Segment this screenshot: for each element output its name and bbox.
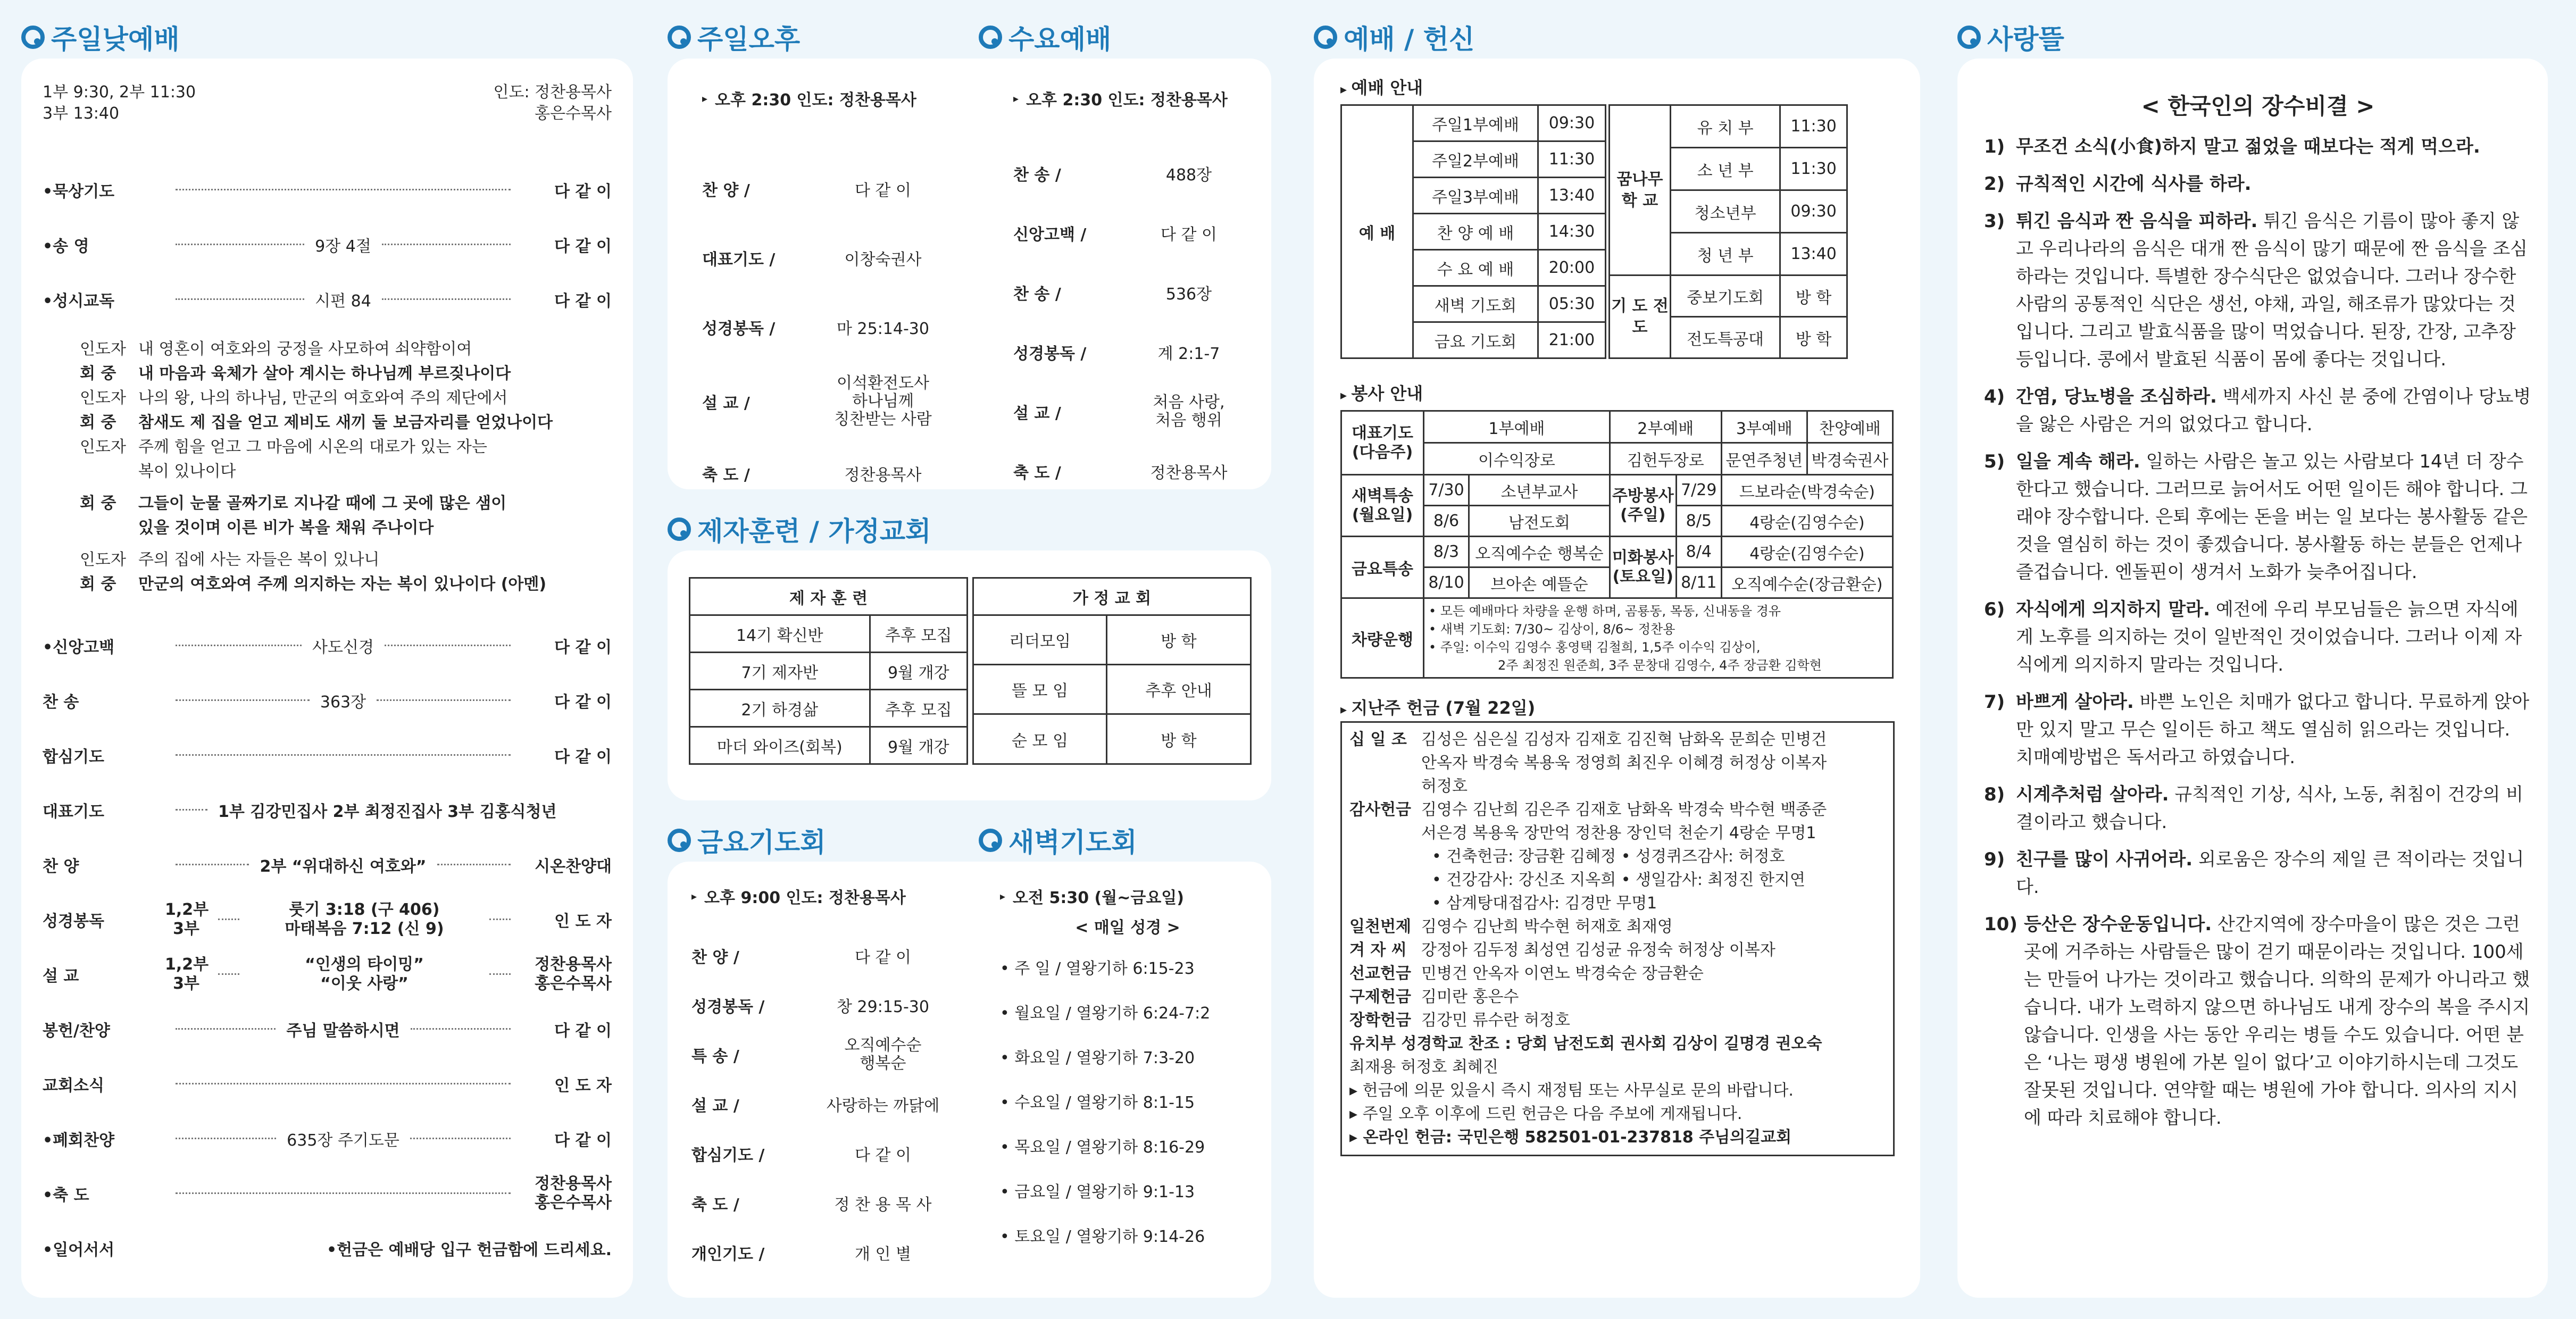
table-row: 기 도 전 도 중보기도회 방 학 xyxy=(1610,276,1847,317)
time-row: 3부 13:40 홍은수목사 xyxy=(43,104,612,123)
list-item: • 월요일 / 열왕기하 6:24-7:2 xyxy=(1000,1004,1211,1023)
order-row: •축 도 정찬용목사 홍은수목사 xyxy=(43,1174,612,1212)
sunday-pm-header: ▸ 오후 2:30 인도: 정찬용목사 xyxy=(702,91,916,110)
table-row: 새벽특송 (월요일) 7/30 소년부교사 주방봉사 (주일) 7/29 드보라순(박경숙순) xyxy=(1341,475,1893,506)
list-item: • 수요일 / 열왕기하 8:1-15 xyxy=(1000,1093,1195,1112)
table-row: 7기 제자반 9월 개강 xyxy=(690,653,968,690)
list-item: 6) 자식에게 의지하지 말라. 예전에 우리 부모님들은 늙으면 자식에게 노후를 의지하는 것이 일반적인 것이었습니다. 그러나 이제 자식에게 의지하지 말라는 것입니다. xyxy=(1984,599,2522,675)
list-item: 9) 친구를 많이 사귀어라. 외로움은 장수의 제일 큰 적이라는 것입니다. xyxy=(1984,849,2524,898)
school-table xyxy=(1608,104,1848,359)
order-row: •묵상기도 다 같 이 xyxy=(43,182,612,201)
service-table xyxy=(1340,410,1894,679)
list-item: • 목요일 / 열왕기하 8:16-29 xyxy=(1000,1138,1205,1157)
table-row: 14기 확신반 추후 모집 xyxy=(690,615,968,653)
wednesday-order xyxy=(1013,85,1258,501)
order-row: 설 교 1,2부 3부 “인생의 타이밍” “이웃 사랑” 정찬용목사 홍은수목사 xyxy=(43,955,612,993)
litany-line: 회 중 참새도 제 집을 얻고 제비도 새끼 둘 보금자리를 얻었나이다 xyxy=(80,413,553,432)
list-item: 5) 일을 계속 해라. 일하는 사람은 놀고 있는 사람보다 14년 더 장수한다고 했습니다. 그러므로 늙어서도 어떤 일이든 해야 합니다. 그래야 장수합니다. 은퇴 후에는 돈을 버는 일 보다는 봉사활동 같은 것을 열심히 하는 것이 좋겠습니다. 봉사활동 하는 분들은 언제나 즐겁습니다. 엔돌핀이 생겨서 노화가 늦추어집니다. xyxy=(1984,451,2528,583)
table-row: 금요 기도회 21:00 xyxy=(1341,322,1606,358)
table-row: 꿈나무 학 교 유 치 부 11:30 xyxy=(1610,105,1847,148)
order-row: 대표기도 1부 김강민집사 2부 최정진집사 3부 김홍식청년 xyxy=(43,802,557,821)
litany-line: 있을 것이며 이른 비가 복을 채워 주나이다 xyxy=(138,519,434,537)
wed-row: 신앙고백 / 다 같 이 xyxy=(1013,226,1217,244)
list-item: • 주 일 / 열왕기하 6:15-23 xyxy=(1000,959,1195,978)
table-row: 차량운행 • 모든 예배마다 차량을 운행 하며, 곰룡동, 목동, 신내동을 경유 • 새벽 기도회: 7/30~ 김상이, 8/6~ 정찬용 • 주일: 이수익 김영수 홍영택 김철희, 1,5주 이수익 김상이, 2주 최정진 원준희, 3주 문창대 김영수, 4주 장금환 김학현 xyxy=(1341,598,1893,678)
wed-row: 설 교 / 처음 사랑, 처음 행위 xyxy=(1013,393,1225,430)
litany-line: 인도자 주께 힘을 얻고 그 마음에 시온의 대로가 있는 자는 xyxy=(80,438,487,456)
table-row: 순 모 임 방 학 xyxy=(973,714,1251,764)
table-row: 이수익장로 김헌두장로 문연주청년 박경숙권사 xyxy=(1341,443,1893,475)
order-row: 성경봉독 1,2부 3부 룻기 3:18 (구 406) 마태복음 7:12 (신 9) 인 도 자 xyxy=(43,900,612,938)
list-item: 10) 등산은 장수운동입니다. 산간지역에 장수마을이 많은 것은 그런 곳에 거주하는 사람들은 많이 걷기 때문이라는 것입니다. 100세는 만들어 나가는 것이라고 했습니다. 의학의 문제가 아니라고 했습니다. 내가 노력하지 않으면 하나님도 내게 장수의 복을 주시지 않습니다. 인생을 사는 동안 우리는 병들 수도 있습니다. 어떤 분은 ‘나는 평생 병원에 가본 일이 없다’고 이야기하시는데 그것도 잘못된 것입니다. 연약할 때는 병원에 가야 합니다. 의사의 지시에 따라 치료해야 합니다. xyxy=(1984,914,2530,1129)
dawn-header: ▸ 오전 5:30 (월~금요일) xyxy=(1000,889,1184,907)
table-row: 청소년부 09:30 xyxy=(1610,190,1847,233)
pm-row: 설 교 / 이석환전도사 하나님께 칭찬받는 사람 xyxy=(702,374,932,429)
order-row: •성시교독 시편 84 다 같 이 xyxy=(43,291,612,311)
swirl-icon xyxy=(668,26,691,49)
longevity-article xyxy=(1984,80,2532,1141)
table-row: 새벽 기도회 05:30 xyxy=(1341,286,1606,322)
table-row: 뜰 모 임 추후 안내 xyxy=(973,665,1251,714)
pm-row: 축 도 / 정찬용목사 xyxy=(702,466,922,485)
pm-row: 찬 양 / 다 같 이 xyxy=(702,181,911,200)
wed-row: 성경봉독 / 계 2:1-7 xyxy=(1013,345,1220,363)
litany-line: 회 중 내 마음과 육체가 살아 계시는 하나님께 부르짖나이다 xyxy=(80,364,511,383)
offering-row: 십 일 조 김성은 심은실 김성자 김재호 김진혁 남화옥 문희순 민병건 안옥자 박경숙 복용욱 정영희 최진우 이혜경 허정상 이복자 허정호 xyxy=(1349,730,1827,796)
list-item: 1) 무조건 소식(小食)하지 말고 젊었을 때보다는 적게 먹으라. xyxy=(1984,136,2480,157)
friday-row: 성경봉독 / 창 29:15-30 xyxy=(691,997,929,1016)
friday-row: 개인기도 / 개 인 별 xyxy=(691,1245,911,1264)
table-row: 소 년 부 11:30 xyxy=(1610,148,1847,190)
swirl-icon xyxy=(979,26,1002,49)
heading-worship: 예배 / 헌신 xyxy=(1314,16,1474,59)
order-row: •신앙고백 사도신경 다 같 이 xyxy=(43,638,612,657)
friday-order xyxy=(691,883,968,1277)
heading-sunday-pm: 주일오후 xyxy=(668,16,800,59)
time-row: 1부 9:30, 2부 11:30 인도: 정찬용목사 xyxy=(43,83,612,102)
offering-box: 십 일 조 김성은 심은실 김성자 김재호 김진혁 남화옥 문희순 민병건 안옥자 박경숙 복용욱 정영희 최진우 이혜경 허정상 이복자 허정호 감사헌금 김영수 김난희 김은주 김재호 남화옥 박경숙 박수현 백종준 서은경 복용욱 장만억 정찬용 장인덕 천순기 4랑순 무명1 • 건축헌금: 장금환 김혜정 • 성경퀴즈감사: 허정호 • 건강감사: 강신조 지옥희 • 생일감사: 최정진 한지연 • 삼계탕대접감사: 김경만 무명1 일천번제 김영수 김난희 박수현 허재호 최재영 겨 자 씨 강정아 김두정 최성연 김성균 유정숙 허정상 이복자 선교헌금 민병건 안옥자 이연노 박경숙순 장금환순 구제헌금 김미란 홍은수 장학헌금 김강민 류수란 허정호 유치부 성경학교 찬조 : 당회 남전도회 권사회 김상이 길명경 권오숙 최재용 허정호 최혜진 ▸ 헌금에 의문 있을시 즉시 재정팀 또는 사무실로 문의 바랍니다. ▸ 주일 오후 이후에 드린 헌금은 다음 주보에 게재됩니다. ▸ 온라인 헌금: 국민은행 582501-01-237818 주님의길교회 xyxy=(1340,721,1895,1156)
sunday-pm-order xyxy=(702,85,957,505)
order-row: 봉헌/찬양 주님 말씀하시면 다 같 이 xyxy=(43,1021,612,1040)
offering-row: 선교헌금 민병건 안옥자 이연노 박경숙순 장금환순 xyxy=(1349,964,1704,983)
order-row: 찬 송 363장 다 같 이 xyxy=(43,692,612,712)
table-row: 주일3부예배 13:40 xyxy=(1341,178,1606,214)
heading-friday: 금요기도회 xyxy=(668,819,826,862)
table-row: 8/10 브아손 예뜰순 8/11 오직예수순(장금환순) xyxy=(1341,567,1893,598)
table-row: 금요특송 8/3 오직예수순 행복순 미화봉사 (토요일) 8/4 4랑순(김영수순) xyxy=(1341,537,1893,567)
disciple-tables xyxy=(689,577,1252,765)
responsive-reading xyxy=(43,337,612,597)
heading-love: 사랑뜰 xyxy=(1957,16,2064,59)
litany-line: 인도자 주의 집에 사는 자들은 복이 있나니 xyxy=(80,550,380,569)
list-item: 7) 바쁘게 살아라. 바쁜 노인은 치매가 없다고 합니다. 무료하게 앉아만 있지 말고 무슨 일이든 하고 책도 열심히 읽으라는 것입니다. 치매예방법은 독서라고 하였습니다. xyxy=(1984,691,2530,768)
swirl-icon xyxy=(21,26,45,49)
list-item: 4) 간염, 당뇨병을 조심하라. 백세까지 사신 분 중에 간염이나 당뇨병을 앓은 사람은 거의 없었다고 합니다. xyxy=(1984,386,2531,435)
friday-row: 설 교 / 사랑하는 까닭에 xyxy=(691,1096,940,1115)
article-title: < 한국인의 장수비결 > xyxy=(2141,93,2375,119)
friday-row: 특 송 / 오직예수순 행복순 xyxy=(691,1036,922,1073)
friday-row: 찬 양 / 다 같 이 xyxy=(691,948,911,967)
litany-line: 인도자 나의 왕, 나의 하나님, 만군의 여호와여 주의 제단에서 xyxy=(80,389,508,407)
list-item: • 화요일 / 열왕기하 7:3-20 xyxy=(1000,1049,1195,1067)
wednesday-header: ▸ 오후 2:30 인도: 정찬용목사 xyxy=(1013,91,1228,110)
pm-row: 성경봉독 / 마 25:14-30 xyxy=(702,320,929,338)
friday-row: 축 도 / 정 찬 용 목 사 xyxy=(691,1195,932,1214)
table-row: 주일2부예배 11:30 xyxy=(1341,141,1606,178)
order-row: •폐회찬양 635장 주기도문 다 같 이 xyxy=(43,1131,612,1150)
offering-row: 구제헌금 김미란 홍은수 xyxy=(1349,988,1519,1006)
litany-line: 인도자 내 영혼이 여호와의 궁정을 사모하여 쇠약함이여 xyxy=(80,340,472,358)
order-row: •송 영 9장 4절 다 같 이 xyxy=(43,237,612,256)
order-row: 찬 양 2부 “위대하신 여호와” 시온찬양대 xyxy=(43,857,612,876)
order-row: 교회소식 인 도 자 xyxy=(43,1076,612,1095)
table-row: 대표기도 (다음주) 1부예배 2부예배 3부예배 찬양예배 xyxy=(1341,411,1893,443)
table-row: 리더모임 방 학 xyxy=(973,615,1251,665)
table-row: 마더 와이즈(회복) 9월 개강 xyxy=(690,727,968,764)
litany-line: 회 중 만군의 여호와여 주께 의지하는 자는 복이 있나이다 (아멘) xyxy=(80,575,547,594)
friday-row: 합심기도 / 다 같 이 xyxy=(691,1146,911,1165)
list-item: 2) 규칙적인 시간에 식사를 하라. xyxy=(1984,173,2252,195)
heading-disciple: 제자훈련 / 가정교회 xyxy=(668,508,931,550)
table-row: 수 요 예 배 20:00 xyxy=(1341,250,1606,286)
offering-row: 일천번제 김영수 김난희 박수현 허재호 최재영 xyxy=(1349,917,1673,936)
wed-row: 찬 송 / 488장 xyxy=(1013,166,1212,185)
dawn-schedule: ▸ 오전 5:30 (월~금요일) < 매일 성경 > • 주 일 / 열왕기하 6:15-23 • 월요일 / 열왕기하 6:24-7:2 • 화요일 / 열왕기하 7:3-20 • 수요일 / 열왕기하 8:1-15 • 목요일 / 열왕기하 8:16-29 • 금요일 / 열왕기하 9:1-13 • 토요일 / 열왕기하 9:14-26 xyxy=(1000,883,1255,1259)
home-church-table: 가 정 교 회 리더모임 방 학 뜰 모 임 추후 안내 순 모 임 방 학 xyxy=(972,577,1252,765)
swirl-icon xyxy=(1957,26,1981,49)
table-row: 예 배 주일1부예배 09:30 xyxy=(1341,105,1606,141)
list-item: • 토요일 / 열왕기하 9:14-26 xyxy=(1000,1228,1205,1246)
pm-row: 대표기도 / 이창숙권사 xyxy=(702,251,922,269)
wed-row: 축 도 / 정찬용목사 xyxy=(1013,464,1228,482)
swirl-icon xyxy=(1314,26,1337,49)
heading-wednesday: 수요예배 xyxy=(979,16,1111,59)
disciple-table: 제 자 훈 련 14기 확신반 추후 모집 7기 제자반 9월 개강 2기 하경삶 추후 모집 마더 와이즈(회복) 9월 개강 xyxy=(689,577,968,765)
swirl-icon xyxy=(668,829,691,852)
list-item: 8) 시계추처럼 살아라. 규칙적인 기상, 식사, 노동, 취침이 건강의 비결이라고 했습니다. xyxy=(1984,784,2523,833)
table-row: 찬 양 예 배 14:30 xyxy=(1341,214,1606,250)
list-item: 3) 튀긴 음식과 짠 음식을 피하라. 튀긴 음식은 기름이 많아 좋지 않고 우리나라의 음식은 대개 짠 음식이 많기 때문에 짠 음식을 조심하라는 것입니다. 특별한 장수식단은 없었습니다. 그러나 장수한 사람의 공통적인 식단은 생선, 야채, 과일, 해조류가 많았다는 것입니다. 그리고 발효식품을 많이 먹었습니다. 된장, 간장, 고추장 등입니다. 콩에서 발효된 식품이 몸에 좋다는 것입니다. xyxy=(1984,211,2528,370)
heading-sunday-day: 주일낮예배 xyxy=(21,16,180,59)
order-row: •일어서서 •헌금은 예배당 입구 헌금함에 드리세요. xyxy=(43,1240,612,1259)
worship-info: ▸ 예배 안내 예 배 주일1부예배 09:30 주일2부예배 11:30 주일3부예배 13:40 찬 양 예 배 14:30 수 요 예 배 20:00 새벽 기도회 05:30 금요 기도회 21:00 꿈나무 학 교 유 치 부 11:30 소 년 부 11:30 청소년부 09:30 청 년 부 13:40 기 도 전 도 중보기도회 방 학 전도특공대 방 학 ▸ 봉사 안내 대표기도 (다음주) 1부예배 2부예배 3부예배 찬양예배 이수익장로 김헌두장로 문연주청년 박경숙권사 새벽특송 (월요일) 7/30 소년부교사 주방봉사 (주일) 7/29 드보라순(박경숙순) 8/6 남전도회 8/5 4랑순(김영수순) 금요특송 8/3 오직예수순 행복순 미화봉사 (토요일) 8/4 4랑순(김영수순) 8/10 브아손 예뜰순 8/11 오직예수순(장금환순) 차량운행 • 모든 예배마다 차량을 운행 하며, 곰룡동, 목동, 신내동을 경유 • 새벽 기도회: 7/30~ 김상이, 8/6~ 정찬용 • 주일: 이수익 김영수 홍영택 김철희, 1,5주 이수익 김상이, 2주 최정진 원준희, 3주 문창대 김영수, 4주 장금환 김학현 ▸ 지난주 헌금 (7월 22일) 십 일 조 김성은 심은실 김성자 김재호 김진혁 남화옥 문희순 민병건 안옥자 박경숙 복용욱 정영희 최진우 이혜경 허정상 이복자 허정호 감사헌금 김영수 김난희 김은주 김재호 남화옥 박경숙 박수현 백종준 서은경 복용욱 장만억 정찬용 장인덕 천순기 4랑순 무명1 • 건축헌금: 장금환 김혜정 • 성경퀴즈감사: 허정호 • 건강감사: 강신조 지옥희 • 생일감사: 최정진 한지연 • 삼계탕대접감사: 김경만 무명1 일천번제 김영수 김난희 박수현 허재호 최재영 겨 자 씨 강정아 김두정 최성연 김성균 유정숙 허정상 이복자 선교헌금 민병건 안옥자 이연노 박경숙순 장금환순 구제헌금 김미란 홍은수 장학헌금 김강민 류수란 허정호 유치부 성경학교 찬조 : 당회 남전도회 권사회 김상이 길명경 권오숙 최재용 허정호 최혜진 ▸ 헌금에 의문 있을시 즉시 재정팀 또는 사무실로 문의 바랍니다. ▸ 주일 오후 이후에 드린 헌금은 다음 주보에 게재됩니다. ▸ 온라인 헌금: 국민은행 582501-01-237818 주님의길교회 xyxy=(1340,74,1904,1156)
heading-dawn: 새벽기도회 xyxy=(979,819,1137,862)
swirl-icon xyxy=(979,829,1002,852)
table-row: 청 년 부 13:40 xyxy=(1610,233,1847,276)
offering-row: 감사헌금 김영수 김난희 김은주 김재호 남화옥 박경숙 박수현 백종준 서은경 복용욱 장만억 정찬용 장인덕 천순기 4랑순 무명1 • 건축헌금: 장금환 김혜정 • 성경퀴즈감사: 허정호 • 건강감사: 강신조 지옥희 • 생일감사: 최정진 한지연 • 삼계탕대접감사: 김경만 무명1 xyxy=(1349,800,1827,913)
order-row: 합심기도 다 같 이 xyxy=(43,747,612,766)
list-item: • 금요일 / 열왕기하 9:1-13 xyxy=(1000,1183,1195,1201)
offering-row: 겨 자 씨 강정아 김두정 최성연 김성균 유정숙 허정상 이복자 xyxy=(1349,941,1775,959)
wed-row: 찬 송 / 536장 xyxy=(1013,285,1212,304)
litany-line: 회 중 그들이 눈물 골짜기로 지나갈 때에 그 곳에 많은 샘이 xyxy=(80,494,507,513)
friday-header: ▸ 오후 9:00 인도: 정찬용목사 xyxy=(691,889,906,907)
worship-time-table xyxy=(1340,104,1606,359)
table-row: 8/6 남전도회 8/5 4랑순(김영수순) xyxy=(1341,506,1893,537)
swirl-icon xyxy=(668,517,691,541)
table-row: 2기 하경삶 추후 모집 xyxy=(690,690,968,727)
litany-line: 복이 있나이다 xyxy=(138,462,236,481)
sunday-order xyxy=(43,80,612,1275)
table-row: 전도특공대 방 학 xyxy=(1610,317,1847,358)
offering-row: 장학헌금 김강민 류수란 허정호 xyxy=(1349,1011,1570,1030)
